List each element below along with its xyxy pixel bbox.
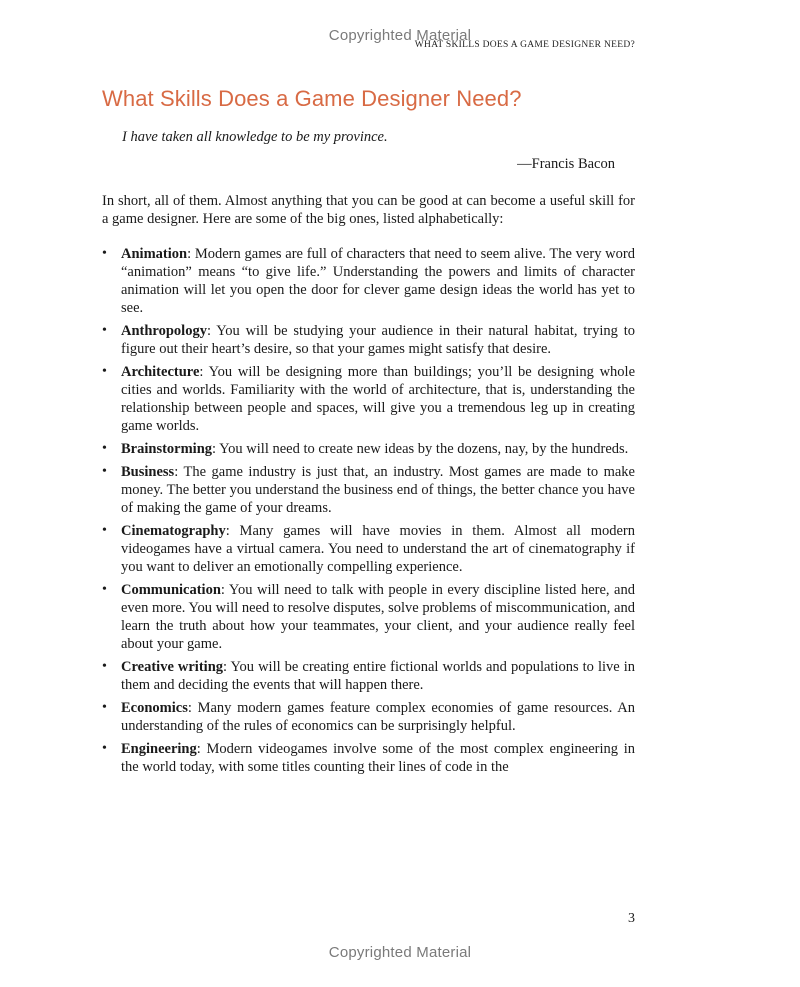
skill-term: Communication [121,582,221,598]
skill-item-brainstorming [102,440,635,458]
epigraph-attribution: —Francis Bacon [517,156,615,172]
epigraph-quote: I have taken all knowledge to be my province. [122,129,388,145]
copyright-watermark-top: Copyrighted Material [328,27,472,44]
skill-description: : You will be creating entire fictional worlds and populations to live in them and deciding the events that will happen there. [121,659,636,693]
page-content [102,86,635,781]
bullet-icon: • [102,523,107,538]
bullet-icon: • [102,323,107,338]
bullet-icon: • [102,364,107,379]
skill-description: : Modern games are full of characters that need to seem alive. The very word “animation” means “to give life.” Understanding the powers and limits of character animation will let you open the door for clever game design ideas the world has yet to see. [121,246,635,316]
running-head: WHAT SKILLS DOES A GAME DESIGNER NEED? [414,40,635,50]
skill-item-business [102,463,635,517]
bullet-icon: • [102,246,107,261]
bullet-icon: • [102,441,107,456]
skill-term: Cinematography [121,523,226,539]
section-title: What Skills Does a Game Designer Need? [102,86,522,111]
page-number: 3 [628,911,635,926]
skill-term: Economics [121,700,188,716]
skill-term: Engineering [121,741,197,757]
bullet-icon: • [102,464,107,479]
skill-item-creative-writing [102,658,635,694]
skill-term: Business [121,464,175,480]
skills-list [102,245,635,776]
skill-description: : Many games will have movies in them. Almost all modern videogames have a virtual camera. You need to understand the art of cinematography if you want to deliver an emotionally compelling experience. [121,523,635,575]
skill-term: Creative writing [121,659,224,675]
skill-term: Anthropology [121,323,207,339]
skill-item-communication [102,581,635,653]
bullet-icon: • [102,659,107,674]
copyright-watermark-bottom: Copyrighted Material [328,944,472,961]
skill-item-cinematography [102,522,635,576]
skill-term: Brainstorming [121,441,213,457]
bullet-icon: • [102,700,107,715]
skill-item-architecture [102,363,635,435]
skill-term: Architecture [121,364,200,380]
skill-description: : Many modern games feature complex economies of game resources. An understanding of the rules of economics can be surprisingly helpful. [121,700,635,734]
bullet-icon: • [102,582,107,597]
skill-item-engineering [102,740,635,776]
skill-item-anthropology [102,322,635,358]
intro-paragraph: In short, all of them. Almost anything that you can be good at can become a useful skill for a game designer. Here are some of the big ones, listed alphabetically: [102,193,635,227]
skill-description: : You will need to talk with people in every discipline listed here, and even more. You will need to resolve disputes, solve problems of miscommunication, and learn the truth about how your teammates, your client, and your audience really feel about your game. [121,582,635,652]
skill-description: : Modern videogames involve some of the most complex engineering in the world today, with some titles counting their lines of code in the [121,741,635,775]
skill-term: Animation [121,246,188,262]
skill-item-economics [102,699,635,735]
bullet-icon: • [102,741,107,756]
skill-description: : You will be studying your audience in their natural habitat, trying to figure out their heart’s desire, so that your games might satisfy that desire. [121,323,635,357]
skill-description: : You will need to create new ideas by the dozens, nay, by the hundreds. [212,441,629,457]
skill-item-animation [102,245,635,317]
skill-description: : You will be designing more than buildings; you’ll be designing whole cities and worlds. Familiarity with the world of architecture, that is, understanding the relationship between people and spaces, will give you a tremendous leg up in creating game worlds. [121,364,635,434]
skill-description: : The game industry is just that, an industry. Most games are made to make money. The better you understand the business end of things, the better chance you have of making the game of your dreams. [121,464,635,516]
